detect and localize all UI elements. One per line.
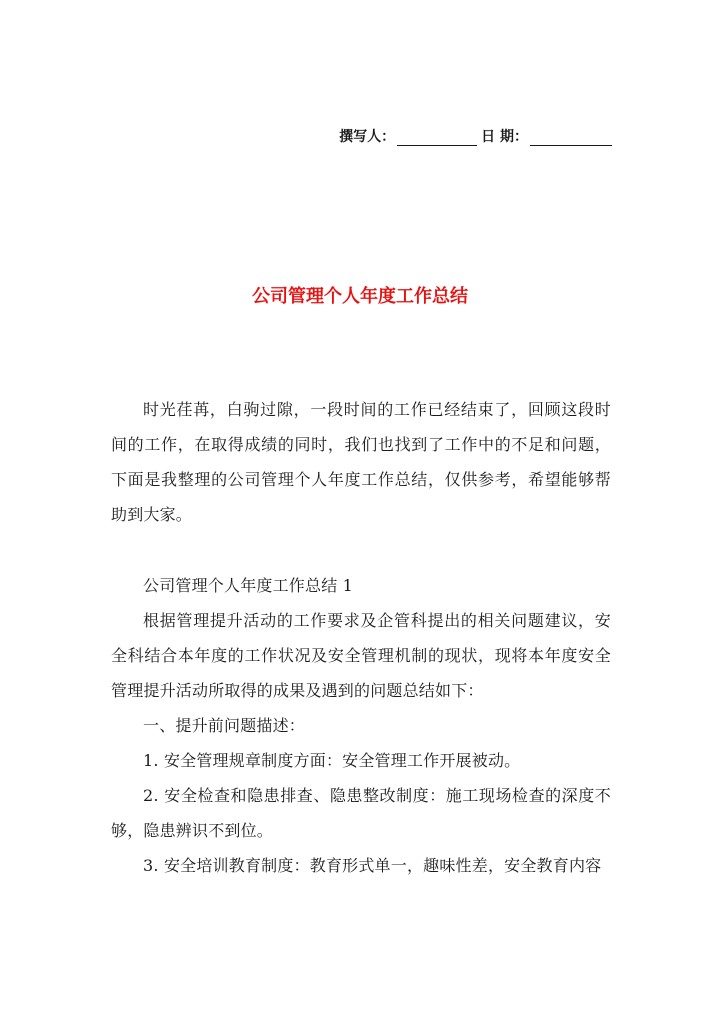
author-blank-field[interactable] xyxy=(397,131,477,146)
author-label: 撰写人： xyxy=(339,129,396,145)
list-item: 3. 安全培训教育制度：教育形式单一，趣味性差，安全教育内容 xyxy=(143,856,602,875)
date-label: 日 期： xyxy=(481,129,528,145)
document-title: 公司管理个人年度工作总结 xyxy=(252,286,468,307)
document-body xyxy=(111,392,611,883)
body-paragraph: 根据管理提升活动的工作要求及企管科提出的相关问题建议，安全科结合本年度的工作状况及安全管理机制的现状，现将本年度安全管理提升活动所取得的成果及遇到的问题总结如下： xyxy=(111,611,611,700)
list-item: 2. 安全检查和隐患排查、隐患整改制度：施工现场检查的深度不够，隐患辨识不到位。 xyxy=(111,786,611,840)
subsection-heading: 一、提升前问题描述： xyxy=(143,716,306,735)
intro-paragraph: 时光荏苒，白驹过隙，一段时间的工作已经结束了，回顾这段时间的工作，在取得成绩的同时，我们也找到了工作中的不足和问题，下面是我整理的公司管理个人年度工作总结，仅供参考，希望能够帮助到大家。 xyxy=(111,400,611,524)
author-date-line xyxy=(339,126,612,146)
list-item: 1. 安全管理规章制度方面：安全管理工作开展被动。 xyxy=(143,751,521,770)
date-blank-field[interactable] xyxy=(530,131,612,146)
section-heading: 公司管理个人年度工作总结 1 xyxy=(143,576,354,595)
